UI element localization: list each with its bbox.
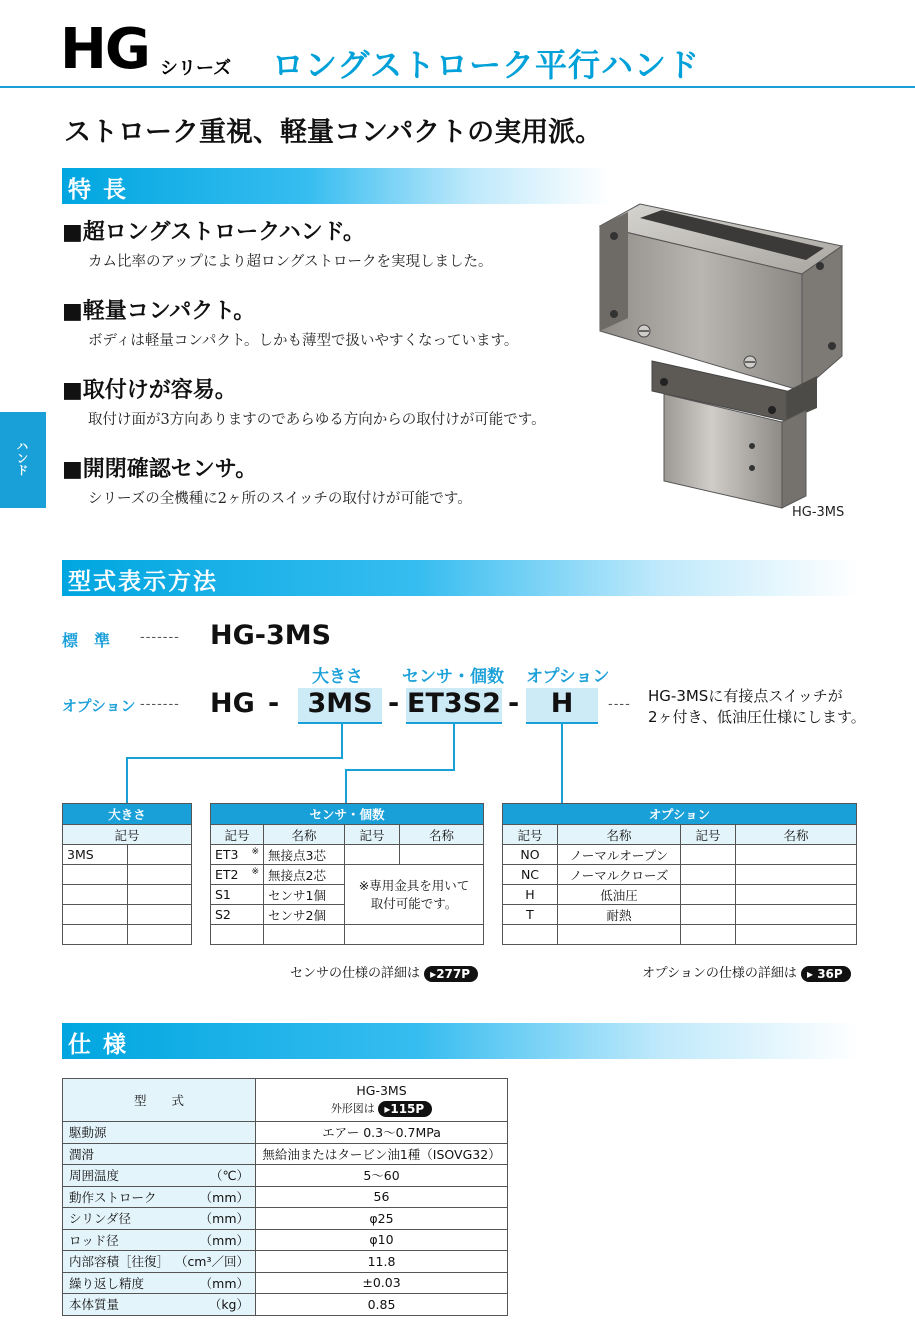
table-row (211, 865, 484, 885)
table-row (503, 845, 857, 865)
option-code-cell: H (503, 885, 558, 905)
spec-label (63, 1165, 256, 1187)
feature-desc-1: カム比率のアップにより超ロングストロークを実現しました。 (88, 254, 493, 270)
option-category-label: オプション (526, 667, 610, 687)
spec-unit: （cm³／回） (174, 1254, 249, 1270)
spec-drawing-text: 外形図は (330, 1102, 375, 1115)
spec-label (63, 1229, 256, 1251)
sensor-code-cell: S2 (211, 905, 264, 925)
spec-label-text: 周囲温度 (69, 1168, 120, 1184)
table-row (63, 1165, 508, 1187)
spec-value: 無給油またはタービン油1種（ISOVG32） (256, 1143, 508, 1165)
standard-dashes: ------- (140, 630, 180, 645)
table-row (503, 925, 857, 945)
sensor-link-text: センサの仕様の詳細は (290, 966, 421, 981)
option-name-cell (558, 925, 681, 945)
spec-label (63, 1272, 256, 1294)
sensor-name-cell: 無接点3芯 (264, 845, 345, 865)
spec-label-text: 駆動源 (69, 1125, 107, 1141)
option-table (502, 803, 857, 945)
table-row (63, 865, 192, 885)
spec-label-text: 内部容積［往復］ (69, 1254, 170, 1270)
size-cell (63, 885, 128, 905)
spec-value: 11.8 (256, 1251, 508, 1273)
spec-label (63, 1122, 256, 1144)
sensor-code-cell: ET2 (215, 867, 239, 882)
option-col-name-2: 名称 (736, 825, 857, 845)
standard-label: 標 準 (62, 631, 111, 650)
note-dashes: ---- (608, 697, 631, 712)
sensor-name-cell: センサ2個 (264, 905, 345, 925)
spec-unit: （mm） (199, 1275, 249, 1291)
table-row (211, 845, 484, 865)
option-name-cell: 耐熱 (558, 905, 681, 925)
sensor-note-line-1: ※専用金具を用いて (358, 877, 470, 893)
page-ref-badge[interactable]: ▸115P (378, 1101, 432, 1117)
table-row (503, 885, 857, 905)
model-section-title: 型式表示方法 (68, 569, 218, 595)
sensor-code-cell: S1 (211, 885, 264, 905)
sensor-table (210, 803, 484, 945)
sensor-col-name: 名称 (264, 825, 345, 845)
table-row (63, 1208, 508, 1230)
sensor-col-code: 記号 (211, 825, 264, 845)
table-row (63, 925, 192, 945)
table-row (63, 1251, 508, 1273)
table-row (63, 905, 192, 925)
sensor-mark: ※ (251, 847, 259, 857)
feature-desc-2: ボディは軽量コンパクト。しかも薄型で扱いやすくなっています。 (88, 333, 519, 349)
size-code: 3MS (307, 688, 373, 719)
specs-section-title: 仕 様 (68, 1032, 129, 1058)
table-row (63, 1272, 508, 1294)
product-caption: HG-3MS (792, 505, 845, 520)
size-cell (63, 905, 128, 925)
spec-unit: （mm） (199, 1189, 249, 1205)
size-category-label: 大きさ (312, 667, 363, 687)
series-logo: HG (60, 17, 149, 82)
option-code-cell (503, 925, 558, 945)
option-code-cell: NO (503, 845, 558, 865)
option-code: H (550, 688, 574, 719)
sensor-table-title: センサ・個数 (211, 804, 484, 825)
option-link-text: オプションの仕様の詳細は (642, 966, 797, 981)
table-row (63, 1229, 508, 1251)
model-prefix: HG (210, 688, 255, 719)
table-row (63, 885, 192, 905)
sensor-name-cell: 無接点2芯 (264, 865, 345, 885)
table-row (63, 845, 192, 865)
spec-label (63, 1251, 256, 1273)
sensor-code: ET3S2 (407, 688, 501, 719)
spec-model-cell (256, 1079, 508, 1122)
spec-unit: （℃） (209, 1168, 249, 1184)
feature-title-3: ■取付けが容易。 (62, 378, 237, 403)
spec-value: 56 (256, 1186, 508, 1208)
size-cell: 3MS (63, 845, 128, 865)
spec-value: 0.85 (256, 1294, 508, 1316)
spec-label-text: ロッド径 (69, 1232, 119, 1248)
page-ref-badge[interactable]: ▸277P (424, 966, 478, 982)
specs-section-bar (62, 1023, 858, 1059)
feature-title-2: ■軽量コンパクト。 (62, 299, 256, 324)
sensor-code-cell (211, 925, 264, 945)
model-sep-3: - (508, 688, 520, 719)
spec-label-text: 動作ストローク (69, 1189, 157, 1205)
option-link-page: 36P (817, 966, 843, 981)
spec-drawing-page: 115P (390, 1102, 425, 1116)
spec-table (62, 1078, 508, 1316)
page-ref-badge[interactable]: ▸ 36P (801, 966, 851, 982)
model-note-line-2: 2ヶ付き、低油圧仕様にします。 (648, 708, 866, 726)
spec-unit: （mm） (199, 1232, 249, 1248)
spec-unit: （mm） (199, 1211, 249, 1227)
table-row (503, 865, 857, 885)
headline: ストローク重視、軽量コンパクトの実用派。 (64, 117, 603, 148)
sensor-name-cell (264, 925, 345, 945)
spec-model-label: 型 式 (63, 1079, 256, 1122)
page-title: ロングストローク平行ハンド (272, 46, 701, 84)
spec-label-text: 本体質量 (69, 1297, 120, 1313)
option-name-cell: ノーマルオープン (558, 845, 681, 865)
sensor-note-line-2: 取付可能です。 (370, 895, 458, 911)
feature-desc-3: 取付け面が3方向ありますのであらゆる方向からの取付けが可能です。 (88, 412, 546, 428)
spec-model-value: HG-3MS (356, 1083, 407, 1098)
spec-label (63, 1186, 256, 1208)
spec-label (63, 1208, 256, 1230)
model-note-line-1: HG-3MSに有接点スイッチが (648, 687, 843, 705)
size-table (62, 803, 192, 945)
spec-value: φ10 (256, 1229, 508, 1251)
spec-value: ±0.03 (256, 1272, 508, 1294)
sensor-note (345, 865, 484, 925)
sensor-mark: ※ (251, 867, 259, 877)
option-dashes: ------- (140, 697, 180, 712)
size-table-col: 記号 (63, 825, 192, 845)
option-name-cell: 低油圧 (558, 885, 681, 905)
size-table-title: 大きさ (63, 804, 192, 825)
option-code-cell: NC (503, 865, 558, 885)
table-row (63, 1122, 508, 1144)
spec-value: φ25 (256, 1208, 508, 1230)
sensor-link-page: 277P (436, 966, 471, 981)
sensor-name-cell: センサ1個 (264, 885, 345, 905)
option-code-cell: T (503, 905, 558, 925)
table-row (63, 1186, 508, 1208)
table-row (63, 1294, 508, 1316)
table-row (211, 925, 484, 945)
option-name-cell: ノーマルクローズ (558, 865, 681, 885)
option-col-code-2: 記号 (681, 825, 736, 845)
spec-label-text: 繰り返し精度 (69, 1275, 145, 1291)
features-section-title: 特 長 (68, 177, 129, 203)
spec-drawing-link[interactable] (262, 1100, 501, 1118)
series-suffix: シリーズ (160, 58, 232, 79)
spec-label (63, 1294, 256, 1316)
size-cell (63, 865, 128, 885)
spec-label-text: シリンダ径 (69, 1211, 132, 1227)
feature-desc-4: シリーズの全機種に2ヶ所のスイッチの取付けが可能です。 (88, 491, 472, 507)
sensor-col-code-2: 記号 (345, 825, 400, 845)
option-spec-link[interactable] (642, 962, 851, 982)
spec-value: 5〜60 (256, 1165, 508, 1187)
sensor-col-name-2: 名称 (400, 825, 484, 845)
table-row (63, 1143, 508, 1165)
size-cell (63, 925, 128, 945)
model-sep-2: - (388, 688, 400, 719)
standard-code: HG-3MS (210, 620, 332, 651)
sensor-spec-link[interactable] (290, 962, 478, 982)
spec-value: エアー 0.3〜0.7MPa (256, 1122, 508, 1144)
model-sep-1: - (268, 688, 280, 719)
option-col-name: 名称 (558, 825, 681, 845)
option-label: オプション (62, 697, 136, 715)
feature-title-4: ■開閉確認センサ。 (62, 457, 258, 482)
table-row (503, 905, 857, 925)
spec-label-text: 潤滑 (69, 1146, 95, 1162)
option-col-code: 記号 (503, 825, 558, 845)
option-table-title: オプション (503, 804, 857, 825)
spec-label (63, 1143, 256, 1165)
feature-title-1: ■超ロングストロークハンド。 (62, 220, 365, 245)
side-tab-label: ハンド (15, 440, 29, 476)
sensor-category-label: センサ・個数 (402, 667, 504, 687)
sensor-code-cell: ET3 (215, 847, 239, 862)
spec-unit: （kg） (208, 1297, 249, 1313)
